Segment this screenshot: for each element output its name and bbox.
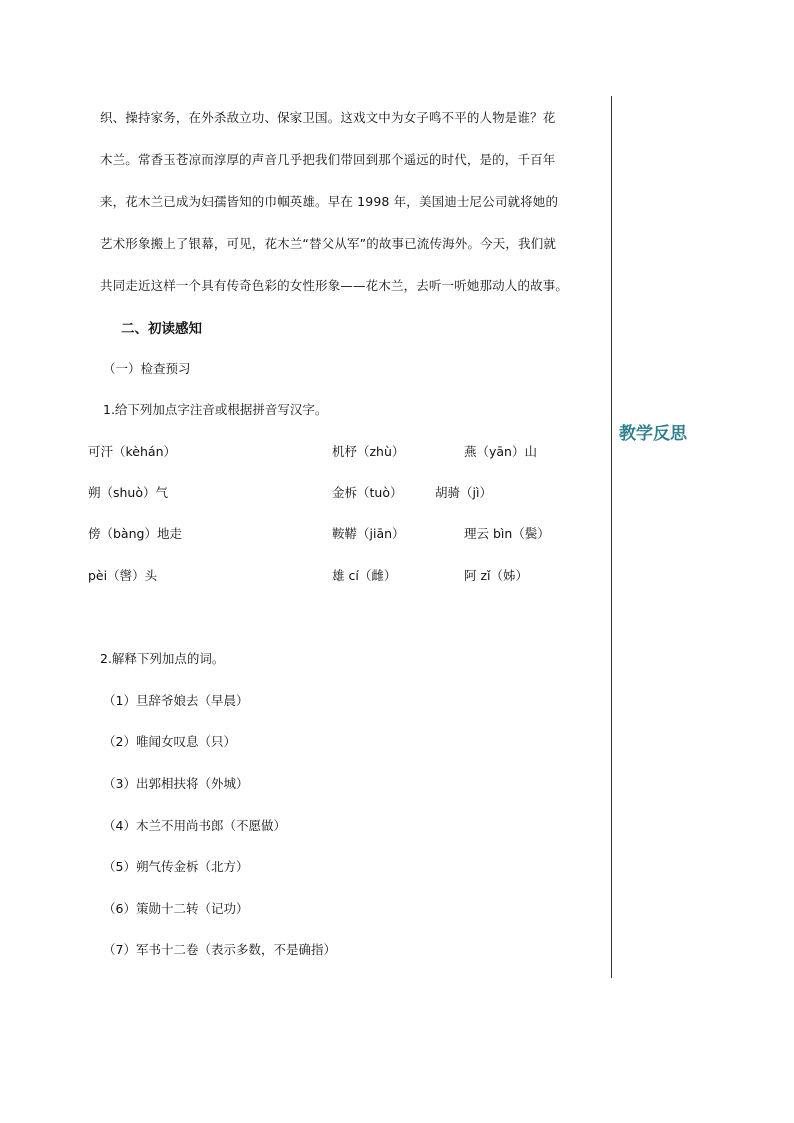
- pinyin-item: 阿 zǐ（姊）: [464, 568, 529, 583]
- definition-item: （7）军书十二卷（表示多数，不是确指）: [103, 942, 336, 957]
- pinyin-item: 胡骑（jì）: [435, 485, 492, 500]
- definition-item: （5）朔气传金柝（北方）: [103, 859, 249, 874]
- intro-line-3: 来，花木兰已成为妇孺皆知的巾帼英雄。早在 1998 年，美国迪士尼公司就将她的: [100, 194, 559, 209]
- intro-line-5: 共同走近这样一个具有传奇色彩的女性形象——花木兰，去听一听她那动人的故事。: [100, 278, 569, 293]
- definition-item: （6）策勋十二转（记功）: [103, 901, 249, 916]
- pinyin-item: 金柝（tuò）: [332, 485, 403, 500]
- subsection-heading: （一）检查预习: [103, 361, 191, 376]
- definition-item: （3）出郭相扶将（外城）: [103, 776, 249, 791]
- intro-line-2: 木兰。常香玉苍凉而淳厚的声音几乎把我们带回到那个遥远的时代，是的，千百年: [100, 152, 556, 167]
- question-1-title: 1.给下列加点字注音或根据拼音写汉字。: [103, 402, 328, 417]
- pinyin-item: 鞍鞯（jiān）: [332, 526, 405, 541]
- pinyin-item: 朔（shuò）气: [88, 485, 169, 500]
- pinyin-item: 可汗（kèhán）: [88, 444, 176, 459]
- section-two-heading: 二、初读感知: [121, 321, 202, 337]
- pinyin-item: 雄 cí（雌）: [332, 568, 397, 583]
- intro-line-4: 艺术形象搬上了银幕，可见，花木兰“替父从军”的故事已流传海外。今天，我们就: [100, 236, 557, 251]
- reflection-heading: 教学反思: [619, 424, 687, 444]
- definition-item: （4）木兰不用尚书郎（不愿做）: [103, 818, 286, 833]
- pinyin-item: 傍（bàng）地走: [88, 526, 182, 541]
- column-divider: [611, 96, 612, 978]
- definition-item: （2）唯闻女叹息（只）: [103, 734, 236, 749]
- pinyin-item: 理云 bìn（鬓）: [464, 526, 550, 541]
- definition-item: （1）旦辞爷娘去（早晨）: [103, 693, 249, 708]
- pinyin-item: pèi（辔）头: [88, 568, 158, 583]
- intro-line-1: 织、操持家务，在外杀敌立功、保家卫国。这戏文中为女子鸣不平的人物是谁？花: [100, 110, 556, 125]
- pinyin-item: 机杼（zhù）: [332, 444, 405, 459]
- question-2-title: 2.解释下列加点的词。: [100, 651, 225, 666]
- pinyin-item: 燕（yān）山: [464, 444, 537, 459]
